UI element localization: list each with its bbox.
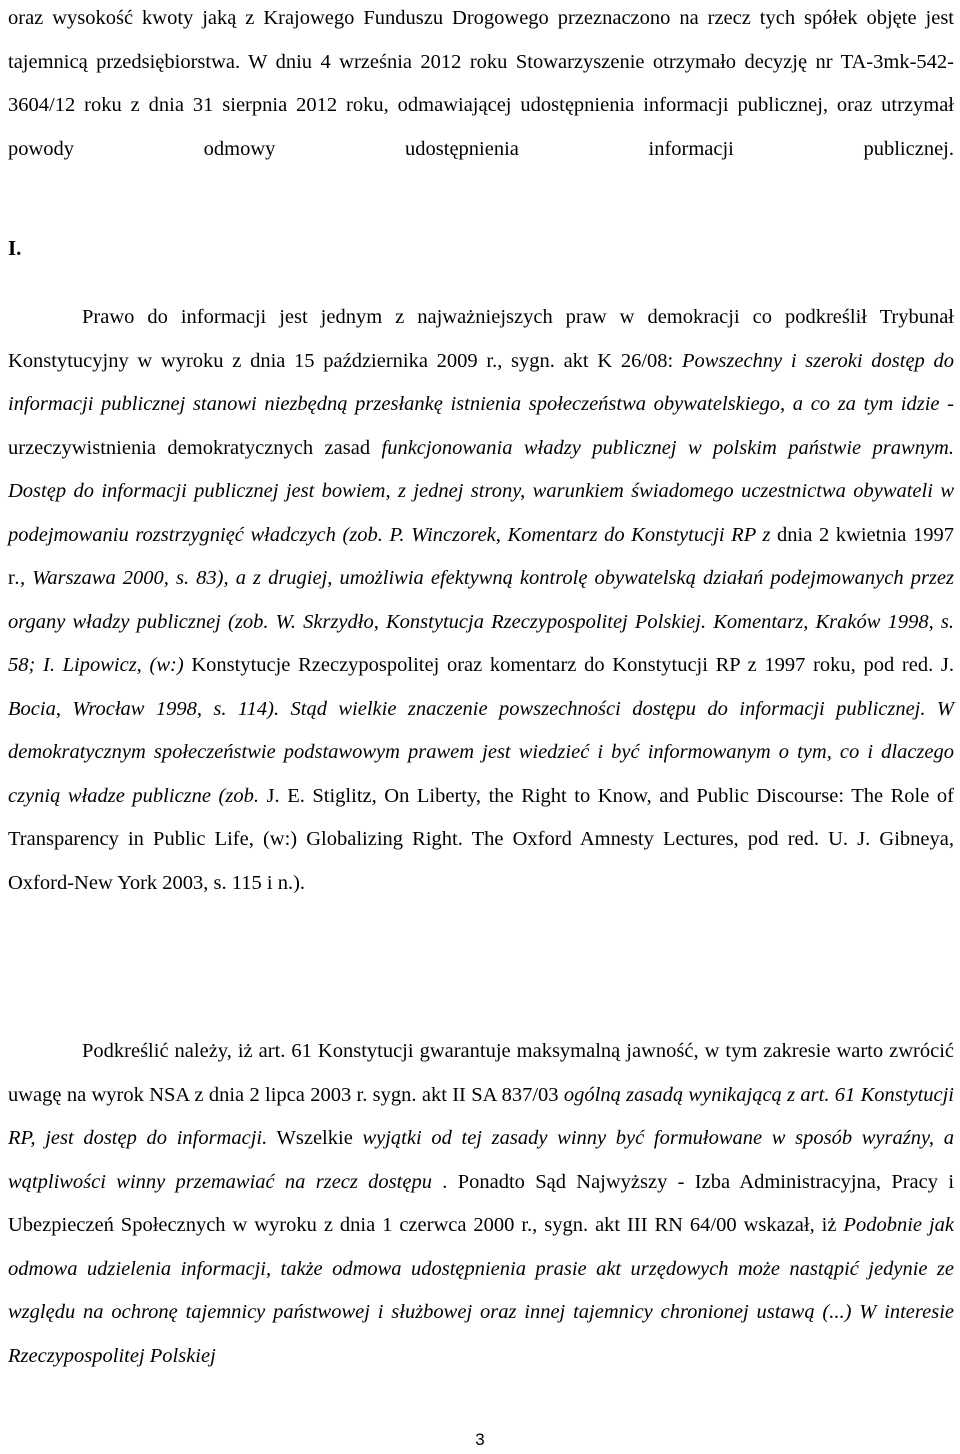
p3-text-c: Wszelkie [267, 1127, 363, 1149]
p3-quote-b: ogólną zasadą wynikającą z art. 61 Konstytucji RP, jest dostęp do informacji. [8, 1083, 954, 1149]
p2-text-j: J. E. Stiglitz, On Liberty, the Right to Know, and Public Discourse: The Role of Transparency in Public Life, (w:) Globalizing Right. The Oxford Amnesty Lectures, pod red. U. J. Gibneya, Oxford-New York 2003, s. 115 i n.). [8, 784, 954, 894]
p3-text-e: . Ponadto Sąd Najwyższy - Izba Administracyjna, Pracy i Ubezpieczeń Społecznych w wyroku z dnia 1 czerwca 2000 r., sygn. akt III RN 64/00 wskazał, iż [8, 1170, 955, 1236]
p2-quote-b: Powszechny i szeroki dostęp do informacji publicznej stanowi niezbędną przesłankę istnienia społeczeństwa obywatelskiego, a co za tym idzie [8, 349, 954, 415]
paragraph-right-to-information [8, 296, 954, 905]
p2-quote-h: Bocia, Wrocław 1998, s. 114). Stąd wielkie znaczenie powszechności dostępu do informacji publicznej. W demokratycznym społeczeństwie podstawowym prawem jest wiedzieć i być [8, 697, 954, 763]
p2-text-a: Prawo do informacji jest jednym z najważniejszych praw w demokracji co podkreślił Trybunał Konstytucyjny w wyroku z dnia 15 października 2009 r., sygn. akt K 26/08: [8, 306, 954, 372]
section-heading: I. [8, 236, 22, 260]
p3-quote-d: wyjątki od tej zasady winny być formułowane w sposób wyraźny, a wątpliwości winny przemawiać na rzecz dostępu [8, 1127, 954, 1193]
p2-text-c: - urzeczywistnienia demokratycznych zasad [8, 393, 954, 459]
p3-text-a: Podkreślić należy, iż art. 61 Konstytucji gwarantuje maksymalną jawność, w tym zakresie warto zwrócić uwagę na wyrok NSA z dnia 2 lipca 2003 r. sygn. akt II SA 837/03 [8, 1040, 954, 1106]
p2-quote-d: funkcjonowania władzy publicznej w polskim państwie prawnym. Dostęp do informacji publicznej jest bowiem, z jednej strony, warunkiem świadomego uczestnictwa obywateli w podejmowaniu rozstrzygnięć władczych (zob. P. Winczorek, Komentarz do Konstytucji RP z [8, 436, 954, 546]
p2-quote-f: ., Warszawa 2000, s. 83), a z drugiej, umożliwia efektywną kontrolę obywatelską działań podejmowanych przez organy władzy publicznej (zob. W. Skrzydło, Konstytucja Rzeczypospolitej Polskiej. Komentarz, Kraków 1998, s. 58; I. Lipowicz, (w:) [8, 567, 954, 676]
p2-text-g: Konstytucje Rzeczypospolitej oraz komentarz do Konstytucji RP z 1997 roku, pod red. J. [191, 654, 954, 676]
paragraph-article-61 [8, 1030, 954, 1378]
p2-quote-i: informowanym o tym, co i dlaczego czynią władze publiczne (zob. [8, 741, 954, 807]
p3-quote-f: Podobnie jak odmowa udzielenia informacji, także odmowa udostępnienia prasie akt urzędowych może nastąpić jedynie ze względu na ochronę tajemnicy państwowej i służbowej oraz innej tajemnicy chronionej ustawą (...) W interesie Rzeczypospolitej Polskiej [8, 1214, 954, 1367]
page-number: 3 [475, 1430, 485, 1449]
paragraph-intro: oraz wysokość kwoty jaką z Krajowego Funduszu Drogowego przeznaczono na rzecz tych spółek objęte jest tajemnicą przedsiębiorstwa. W dniu 4 września 2012 roku Stowarzyszenie otrzymało decyzję nr TA-3mk-542-3604/12 roku z dnia 31 sierpnia 2012 roku, odmawiającej udostępnienia informacji publicznej, oraz utrzymał powody odmowy udostępnienia informacji publicznej. [8, 7, 954, 160]
p2-text-e: dnia 2 kwietnia 1997 r [8, 523, 954, 589]
